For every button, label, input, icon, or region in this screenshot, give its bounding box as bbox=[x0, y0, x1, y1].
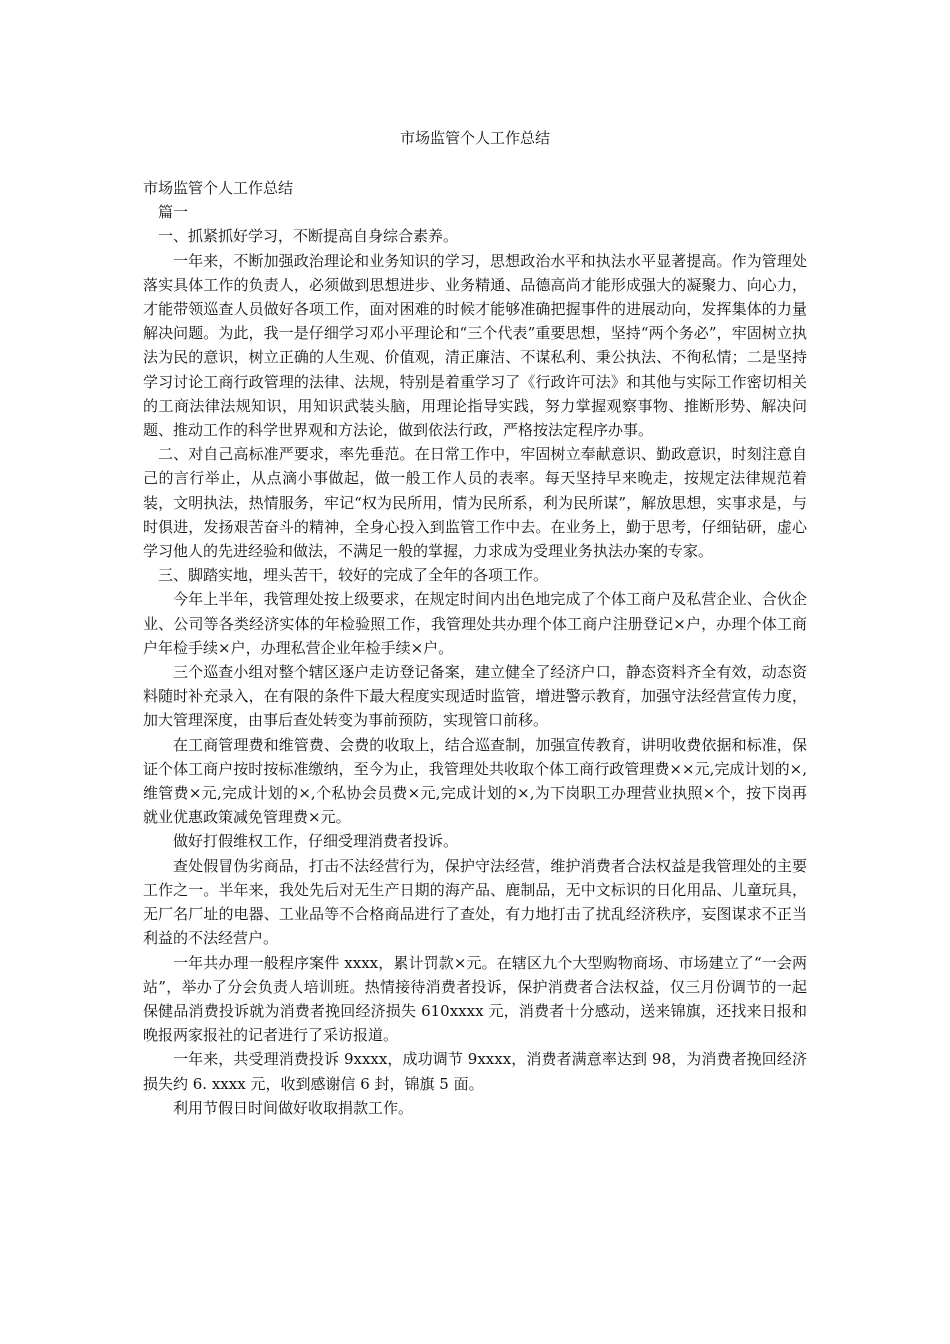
section-heading-1: 一、抓紧抓好学习，不断提高自身综合素养。 bbox=[158, 227, 459, 246]
paragraph: 一年来，共受理消费投诉 9xxxx，成功调节 9xxxx，消费者满意率达到 98，为消费者挽回经济损失约 6. xxxx 元，收到感谢信 6 封，锦旗 5 面。 bbox=[143, 1050, 807, 1093]
document-subtitle: 市场监管个人工作总结 bbox=[143, 179, 294, 197]
paragraph: 在工商管理费和维管费、会费的收取上，结合巡查制，加强宣传教育，讲明收费依据和标准，保证个体工商户按时按标准缴纳，至今为止，我管理处共收取个体工商行政管理费××元,完成计划的×,维管费×元,完成计划的×,个私协会员费×元,完成计划的×,为下岗职工办理营业执照×个，按下岗再就业优惠政策减免管理费×元。 bbox=[143, 735, 807, 827]
paragraph: 一年共办理一般程序案件 xxxx，累计罚款×元。在辖区九个大型购物商场、市场建立了“一会两站”，举办了分会负责人培训班。热情接待消费者投诉，保护消费者合法权益，仅三月份调节的一起保健品消费投诉就为消费者挽回经济损失 610xxxx 元，消费者十分感动，送来锦旗，还找来日报和晚报两家报社的记者进行了采访报道。 bbox=[143, 953, 807, 1045]
paragraph: 利用节假日时间做好收取捐款工作。 bbox=[173, 1098, 414, 1117]
paragraph: 一年来，不断加强政治理论和业务知识的学习，思想政治水平和执法水平显著提高。作为管理处落实具体工作的负责人，必须做到思想进步、业务精通、品德高尚才能形成强大的凝聚力、向心力，才能带领巡查人员做好各项工作，面对困难的时候才能够准确把握事件的进展动向，发挥集体的力量解决问题。为此，我一是仔细学习邓小平理论和“三个代表”重要思想，坚持“两个务必”，牢固树立执法为民的意识，树立正确的人生观、价值观，清正廉洁、不谋私利、秉公执法、不徇私情；二是坚持学习讨论工商行政管理的法律、法规，特别是着重学习了《行政许可法》和其他与实际工作密切相关的工商法律法规知识，用知识武装头脑，用理论指导实践，努力掌握观察事物、推断形势、解决问题、推动工作的科学世界观和方法论，做到依法行政，严格按法定程序办事。 bbox=[143, 251, 807, 440]
section-heading-3: 三、脚踏实地，埋头苦干，较好的完成了全年的各项工作。 bbox=[158, 566, 549, 585]
paragraph: 三个巡查小组对整个辖区逐户走访登记备案，建立健全了经济户口，静态资料齐全有效，动态资料随时补充录入，在有限的条件下最大程度实现适时监管，增进警示教育，加强守法经营宣传力度，加大管理深度，由事后查处转变为事前预防，实现管口前移。 bbox=[143, 663, 807, 730]
section-heading-2: 二、对自己高标准严要求，率先垂范。在日常工作中，牢固树立奉献意识、勤政意识，时刻注意自己的言行举止，从点滴小事做起，做一般工作人员的表率。每天坚持早来晚走，按规定法律规范着装，文明执法，热情服务，牢记“权为民所用，情为民所系，利为民所谋”，解放思想，实事求是，与时俱进，发扬艰苦奋斗的精神，全身心投入到监管工作中去。在业务上，勤于思考，仔细钻研，虚心学习他人的先进经验和做法，不满足一般的掌握，力求成为受理业务执法办案的专家。 bbox=[143, 445, 807, 561]
paragraph: 查处假冒伪劣商品，打击不法经营行为，保护守法经营，维护消费者合法权益是我管理处的主要工作之一。半年来，我处先后对无生产日期的海产品、鹿制品，无中文标识的日化用品、儿童玩具，无厂名厂址的电器、工业品等不合格商品进行了查处，有力地打击了扰乱经济秩序，妄图谋求不正当利益的不法经营户。 bbox=[143, 856, 807, 948]
paragraph: 今年上半年，我管理处按上级要求，在规定时间内出色地完成了个体工商户及私营企业、合伙企业、公司等各类经济实体的年检验照工作，我管理处共办理个体工商户注册登记×户，办理个体工商户年检手续×户，办理私营企业年检手续×户。 bbox=[143, 590, 807, 657]
document-body bbox=[143, 176, 807, 1120]
document-title: 市场监管个人工作总结 bbox=[399, 129, 550, 147]
paragraph: 做好打假维权工作，仔细受理消费者投诉。 bbox=[173, 832, 459, 851]
part-label: 篇一 bbox=[158, 203, 189, 222]
